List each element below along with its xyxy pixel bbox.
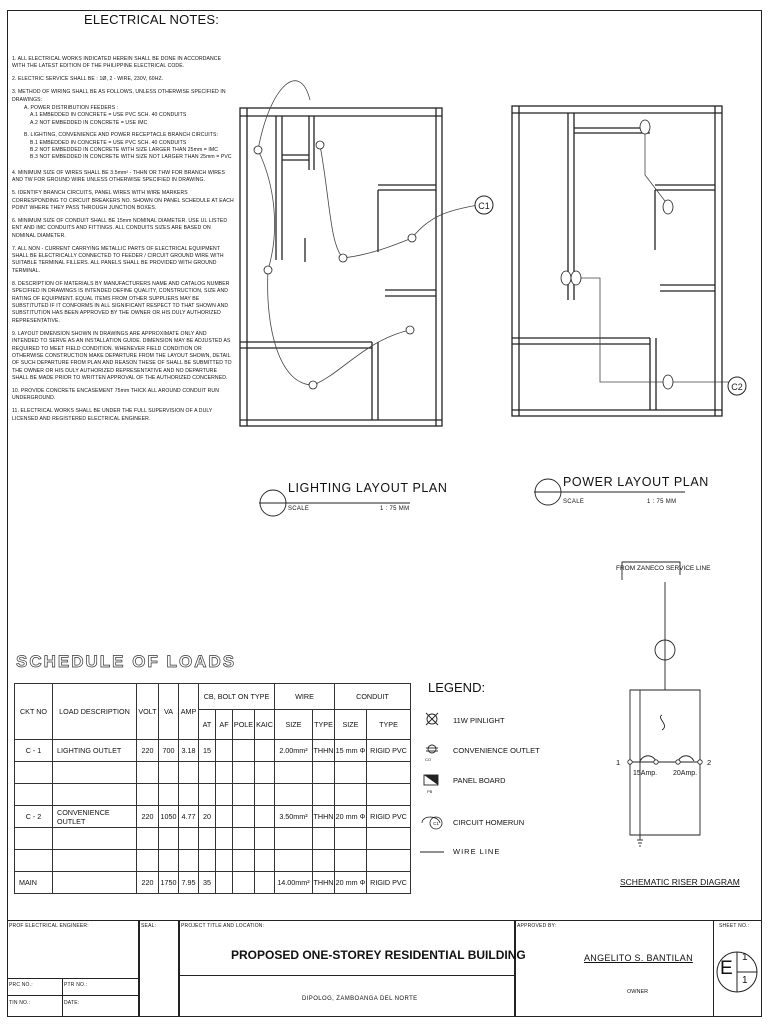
header-conduit-type: TYPE — [367, 710, 411, 740]
cell-af — [216, 740, 233, 762]
header-conduit: CONDUIT — [335, 684, 411, 710]
note-2: 2. ELECTRIC SERVICE SHALL BE : 1Ø, 2 - WIRE, 230V, 60HZ. — [12, 76, 164, 83]
cell-ckt: MAIN — [15, 872, 53, 894]
cell-kaic — [255, 872, 275, 894]
tb-sheet-label: SHEET NO.: — [719, 923, 750, 929]
cell-wire-type: THHN — [313, 806, 335, 828]
cell-va: 1750 — [159, 872, 179, 894]
table-row — [15, 806, 411, 828]
cell-at: 15 — [199, 740, 216, 762]
c1-homerun-label: C1 — [478, 201, 490, 211]
power-scale-value: 1 : 75 MM — [647, 499, 677, 505]
schedule-title: SCHEDULE OF LOADS — [16, 652, 237, 671]
header-cb: CB, BOLT ON TYPE — [199, 684, 275, 710]
note-7: 7. ALL NON - CURRENT CARRYING METALLIC PARTS OF ELECTRICAL EQUIPMENT SHALL BE ELECTRICALLY CONNECTED TO FEEDER / CIRCUIT GROUND WIRE WITH SUITABLE TERMINAL FILLERS. ALL PANELS SHALL BE PROVIDED WITH GROUND TERMINAL. — [12, 245, 224, 274]
pinlight-fixtures — [254, 141, 416, 389]
note-6: 6. MINIMUM SIZE OF CONDUIT SHALL BE 15mm NOMINAL DIAMETER. USE UL LISTED ENT AND IMC CONDUITS AND FITTINGS. ALL CONDUITS SIZES ARE BASED ON NOMINAL DIAMETER. — [12, 217, 228, 239]
note-11: 11. ELECTRICAL WORKS SHALL BE UNDER THE FULL SUPERVISION OF A DULY LICENSED AND REGISTERED ELECTRICAL ENGINEER. — [12, 408, 213, 422]
legend-circuit-homerun: CIRCUIT HOMERUN — [453, 818, 525, 827]
note-9: 9. LAYOUT DIMENSION SHOWN IN DRAWINGS ARE APPROXIMATE ONLY AND INTENDED TO SERVE AS AN INSTALLATION GUIDE. DIMENSION MAY BE ADJUSTED AS REQUIRED TO MEET FIELD CONDITION. WHENEVER FIELD CONDITION OR OTHERWISE CONSTRUCTION MAKE DEPARTURE FROM THE LAYOUT SHOWN, DETAIL OF SUCH DEPARTURE FROM PLAN AND REASON THESE OF SHALL BE SUBMITTED TO THE OWNER OR HIS DULY AUTHORIZED REPRESENTATIVE AND NO DEPARTURE SHALL BE MADE PRIOR TO WRITTEN APPROVAL OF THE AUTHORIZED CONCERNED. — [12, 330, 232, 382]
cell-wire-type: THHN — [313, 740, 335, 762]
header-wire: WIRE — [275, 684, 335, 710]
cell-at: 20 — [199, 806, 216, 828]
cell-conduit-type: RIGID PVC — [367, 740, 411, 762]
cell-conduit-size: 20 mm Φ — [335, 806, 367, 828]
power-plan — [512, 106, 722, 416]
header-desc: LOAD DESCRIPTION — [53, 684, 137, 740]
convenience-outlet-icon — [426, 745, 438, 753]
header-at: AT — [199, 710, 216, 740]
note-3a: A. POWER DISTRIBUTION FEEDERS : — [24, 105, 119, 112]
header-wire-type: TYPE — [313, 710, 335, 740]
cell-ckt: C - 1 — [15, 740, 53, 762]
lighting-scale-label: SCALE — [288, 506, 310, 512]
c2-homerun-label: C2 — [731, 382, 743, 392]
cell-va: 700 — [159, 740, 179, 762]
table-row-main — [15, 872, 411, 894]
cell-volt: 220 — [137, 806, 159, 828]
note-3b: B. LIGHTING, CONVENIENCE AND POWER RECEPTACLE BRANCH CIRCUITS: — [24, 132, 219, 139]
cell-kaic — [255, 806, 275, 828]
riser-diagram — [600, 540, 750, 870]
cell-conduit-type: RIGID PVC — [367, 806, 411, 828]
note-10: 10. PROVIDE CONCRETE ENCASEMENT 75mm THICK ALL AROUND CONDUIT RUN UNDERGROUND. — [12, 388, 219, 402]
table-row-empty — [15, 762, 411, 784]
tb-prof-label: PROF ELECTRICAL ENGINEER: — [9, 923, 89, 929]
riser-service-label: FROM ZANECO SERVICE LINE — [616, 565, 711, 572]
legend-panel-board: PANEL BOARD — [453, 776, 506, 785]
note-3: 3. METHOD OF WIRING SHALL BE AS FOLLOWS, UNLESS OTHERWISE SPECIFIED IN DRAWINGS: — [12, 89, 226, 103]
table-row-empty — [15, 828, 411, 850]
legend-title: LEGEND: — [428, 680, 486, 695]
power-scale-label: SCALE — [563, 499, 585, 505]
pb-tag: PB — [427, 789, 433, 794]
tb-seal-label: SEAL: — [141, 923, 157, 929]
cell-wire-size: 3.50mm² — [275, 806, 313, 828]
cell-desc: LIGHTING OUTLET — [53, 740, 137, 762]
cell-kaic — [255, 740, 275, 762]
legend-wire-line: WIRE LINE — [453, 847, 501, 856]
table-header-row — [15, 684, 411, 710]
header-kaic: KAIC — [255, 710, 275, 740]
schedule-of-loads-table — [14, 683, 411, 894]
cell-wire-type: THHN — [313, 872, 335, 894]
cell-af — [216, 872, 233, 894]
cell-amp: 3.18 — [179, 740, 199, 762]
sheet-letter: E — [720, 958, 733, 979]
cell-desc — [53, 872, 137, 894]
cell-conduit-size: 15 mm Φ — [335, 740, 367, 762]
circuit-1-label: 1 — [616, 758, 621, 767]
panel-board-icon — [424, 775, 438, 785]
tb-approved-box — [515, 920, 714, 1017]
tb-project-label: PROJECT TITLE AND LOCATION: — [181, 923, 265, 929]
owner-name: ANGELITO S. BANTILAN — [584, 953, 693, 963]
riser-title: SCHEMATIC RISER DIAGRAM — [620, 877, 740, 887]
note-4: 4. MINIMUM SIZE OF WIRES SHALL BE 3.5mm² - THHN OR THW FOR BRANCH WIRES AND TW FOR GROUND WIRE UNLESS OTHERWISE SPECIFIED IN DRAWING. — [12, 169, 226, 184]
cell-at: 35 — [199, 872, 216, 894]
cell-pole — [233, 806, 255, 828]
note-3b1: B.1 EMBEDDED IN CONCRETE = USE PVC SCH. 40 CONDUITS — [30, 139, 187, 146]
breaker-2-rating: 20Amp. — [673, 770, 698, 777]
co-tag: CO — [425, 757, 431, 762]
table-row-empty — [15, 784, 411, 806]
notes-title: ELECTRICAL NOTES: — [84, 12, 220, 27]
lighting-scale-value: 1 : 75 MM — [380, 506, 410, 512]
table-row-empty — [15, 850, 411, 872]
tb-approved-label: APPROVED BY: — [517, 923, 557, 929]
tb-date-label: DATE: — [64, 1000, 80, 1006]
note-3b2: B.2 NOT EMBEDDED IN CONCRETE WITH SIZE LARGER THAN 25mm = IMC — [30, 147, 219, 154]
cell-af — [216, 806, 233, 828]
breaker-1-rating: 15Amp. — [633, 770, 658, 777]
note-1: 1. ALL ELECTRICAL WORKS INDICATED HEREIN SHALL BE DONE IN ACCORDANCE WITH THE LATEST EDITION OF THE PHILIPPINE ELECTRICAL CODE. — [12, 56, 222, 70]
header-af: AF — [216, 710, 233, 740]
project-title: PROPOSED ONE-STOREY RESIDENTIAL BUILDING — [231, 948, 526, 962]
table-row — [15, 740, 411, 762]
cell-ckt: C - 2 — [15, 806, 53, 828]
note-3a1: A.1 EMBEDDED IN CONCRETE = USE PVC SCH. 40 CONDUITS — [30, 112, 187, 119]
sheet-number: 1 — [742, 952, 748, 963]
cell-conduit-type: RIGID PVC — [367, 872, 411, 894]
cell-amp: 7.95 — [179, 872, 199, 894]
cell-wire-size: 2.00mm² — [275, 740, 313, 762]
lighting-plan-title: LIGHTING LAYOUT PLAN — [288, 481, 448, 495]
legend-symbols — [418, 705, 454, 865]
homerun-tag: C1 — [433, 821, 439, 826]
cell-pole — [233, 872, 255, 894]
header-wire-size: SIZE — [275, 710, 313, 740]
cell-pole — [233, 740, 255, 762]
header-conduit-size: SIZE — [335, 710, 367, 740]
sheet-total: 1 — [742, 975, 748, 986]
header-pole: POLE — [233, 710, 255, 740]
cell-volt: 220 — [137, 740, 159, 762]
owner-label: OWNER — [627, 989, 649, 995]
tb-tin-label: TIN NO.: — [9, 1000, 31, 1006]
tb-seal-box — [139, 920, 179, 1017]
cell-desc: CONVENIENCE OUTLET — [53, 806, 137, 828]
lighting-wiring — [258, 81, 478, 385]
legend-convenience-outlet: CONVENIENCE OUTLET — [453, 746, 540, 755]
header-va: VA — [159, 684, 179, 740]
cell-conduit-size: 20 mm Φ — [335, 872, 367, 894]
header-ckt: CKT NO — [15, 684, 53, 740]
cell-wire-size: 14.00mm² — [275, 872, 313, 894]
note-8: 8. DESCRIPTION OF MATERIALS BY MANUFACTURERS NAME AND CATALOG NUMBER SPECIFIED IN DRAWINGS IS INTENDED DEFINE QUALITY, CONSTRUCTION, SIZE AND RATING OF EQUIPMENT. EQUAL ITEMS FROM OTHER SUPPLIERS MAY BE SUBSTITUTED IF IT CONFORMS IN ALL SIGNIFICANT RESPECT TO THAT SHOWN AND SUBSTITUTION HAS BEEN APPROVED BY THE OWNER OR HIS DULY AUTHORIZED REPRESENTATIVE. — [12, 280, 230, 324]
cell-volt: 220 — [137, 872, 159, 894]
header-amp: AMP — [179, 684, 199, 740]
cell-va: 1050 — [159, 806, 179, 828]
tb-prc-label: PRC NO.: — [9, 982, 33, 988]
circuit-2-label: 2 — [707, 758, 712, 767]
project-location: DIPOLOG, ZAMBOANGA DEL NORTE — [302, 996, 418, 1002]
note-3b3: B.3 NOT EMBEDDED IN CONCRETE WITH SIZE NOT LARGER THAN 25mm = PVC — [30, 154, 232, 161]
pinlight-icon — [426, 713, 438, 725]
cell-amp: 4.77 — [179, 806, 199, 828]
note-3a2: A.2 NOT EMBEDDED IN CONCRETE = USE IMC — [30, 119, 148, 126]
homerun-icon — [422, 817, 442, 829]
power-plan-title: POWER LAYOUT PLAN — [563, 475, 709, 489]
tb-ptr-label: PTR NO.: — [64, 982, 88, 988]
header-volt: VOLT — [137, 684, 159, 740]
legend-pinlight: 11W PINLIGHT — [453, 716, 505, 725]
note-5: 5. IDENTIFY BRANCH CIRCUITS, PANEL WIRES WITH WIRE MARKERS CORRESPONDING TO CIRCUIT BREAKERS NO. SHOWN ON PANEL SCHEDULE AT EACH POINT WHERE THEY PASS THROUGH JUNCTION BOXES. — [12, 190, 234, 211]
